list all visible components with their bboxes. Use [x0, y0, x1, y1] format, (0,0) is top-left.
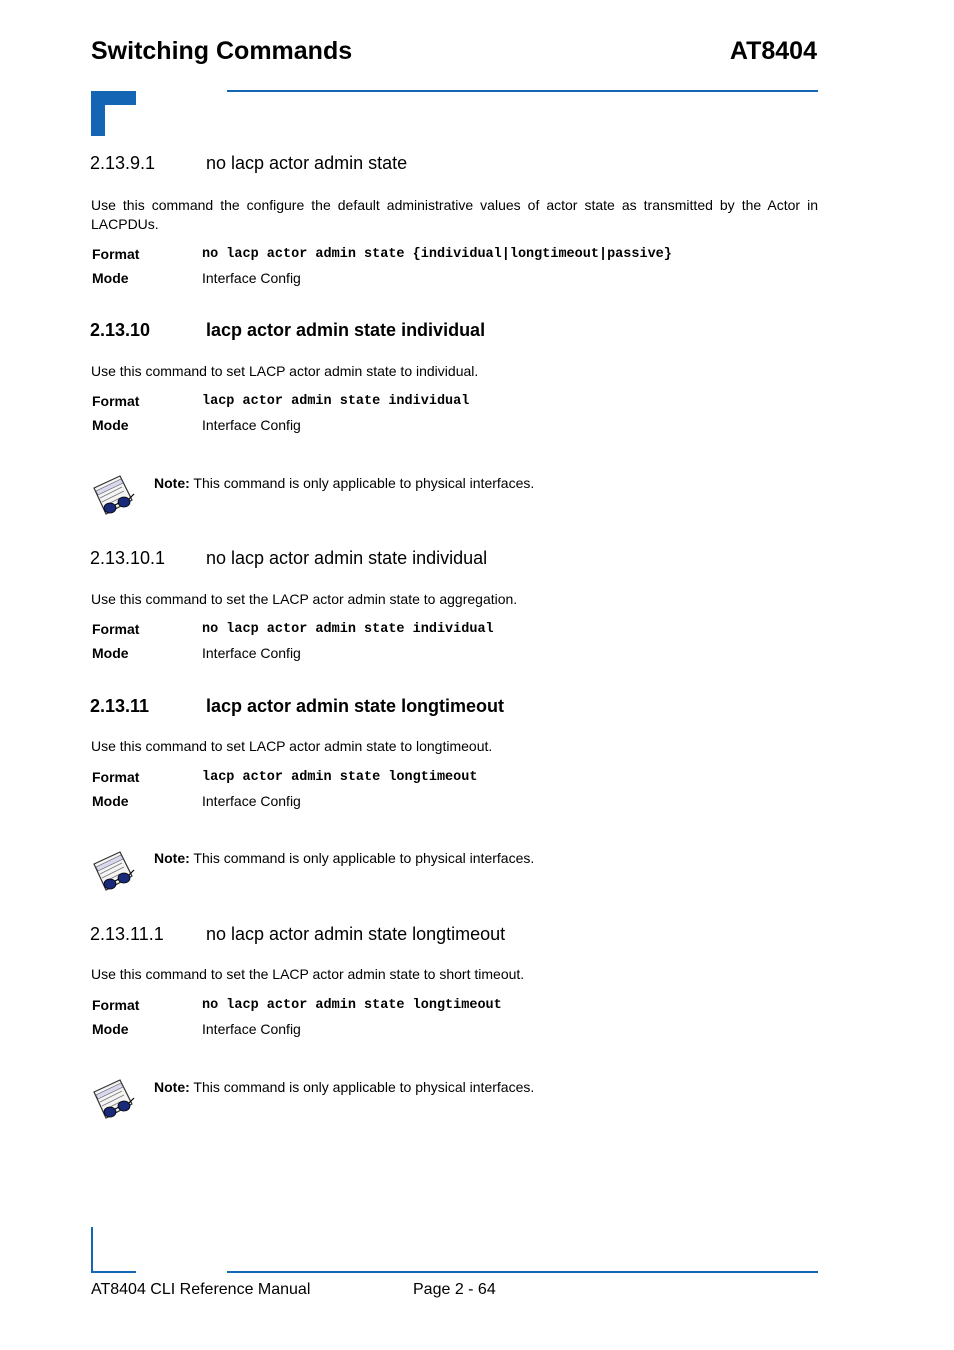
format-value: no lacp actor admin state individual	[202, 622, 494, 637]
note-label: Note:	[154, 475, 190, 491]
section-heading	[90, 320, 485, 341]
note-body: This command is only applicable to physical interfaces.	[189, 1079, 535, 1095]
section-title: no lacp actor admin state longtimeout	[206, 924, 506, 944]
section-number: 2.13.10	[90, 320, 151, 340]
mode-label: Mode	[92, 270, 129, 286]
section-title: lacp actor admin state longtimeout	[206, 696, 505, 716]
format-value: no lacp actor admin state longtimeout	[202, 998, 502, 1013]
mode-value: Interface Config	[202, 270, 301, 286]
mode-label: Mode	[92, 793, 129, 809]
footer-corner-vertical	[91, 1227, 93, 1273]
section-number: 2.13.9.1	[90, 153, 156, 173]
section-title: lacp actor admin state individual	[206, 320, 486, 340]
header-product: AT8404	[729, 37, 817, 65]
mode-label: Mode	[92, 417, 129, 433]
section-number: 2.13.11.1	[90, 924, 164, 944]
mode-label: Mode	[92, 645, 129, 661]
section-description: Use this command to set LACP actor admin state to longtimeout.	[91, 738, 493, 754]
section-title: no lacp actor admin state individual	[206, 548, 488, 568]
format-label: Format	[92, 393, 140, 409]
mode-label: Mode	[92, 1021, 129, 1037]
note-label: Note:	[154, 850, 190, 866]
section-number: 2.13.11	[90, 696, 150, 716]
section-heading	[90, 696, 504, 717]
corner-mark-horizontal	[91, 91, 136, 105]
section-title: no lacp actor admin state	[206, 153, 408, 173]
note-text	[154, 850, 534, 866]
footer-page-number: Page 2 - 64	[413, 1281, 496, 1298]
note-glasses-icon	[90, 1078, 136, 1122]
mode-value: Interface Config	[202, 417, 301, 433]
note-glasses-icon	[90, 850, 136, 894]
section-description: Use this command to set the LACP actor admin state to aggregation.	[91, 591, 518, 607]
format-value: no lacp actor admin state {individual|longtimeout|passive}	[202, 247, 672, 262]
note-text	[154, 475, 534, 491]
footer-corner-horizontal	[91, 1271, 136, 1273]
section-heading	[90, 153, 407, 174]
section-description: Use this command to set LACP actor admin state to individual.	[91, 363, 479, 379]
format-value: lacp actor admin state longtimeout	[202, 770, 478, 785]
header-rule	[227, 90, 818, 92]
format-label: Format	[92, 246, 140, 262]
section-description: Use this command to set the LACP actor admin state to short timeout.	[91, 966, 525, 982]
note-body: This command is only applicable to physical interfaces.	[189, 850, 535, 866]
footer-manual-title: AT8404 CLI Reference Manual	[91, 1281, 311, 1298]
note-text	[154, 1079, 534, 1095]
format-value: lacp actor admin state individual	[202, 394, 470, 409]
note-body: This command is only applicable to physical interfaces.	[189, 475, 535, 491]
section-heading	[90, 548, 487, 569]
note-label: Note:	[154, 1079, 190, 1095]
format-label: Format	[92, 621, 140, 637]
format-label: Format	[92, 997, 140, 1013]
mode-value: Interface Config	[202, 645, 301, 661]
footer-rule	[227, 1271, 818, 1273]
note-glasses-icon	[90, 474, 136, 518]
section-number: 2.13.10.1	[90, 548, 166, 568]
section-description: Use this command the configure the default administrative values of actor state as transmitted by the Actor in LACPDUs.	[91, 197, 818, 232]
format-label: Format	[92, 769, 140, 785]
mode-value: Interface Config	[202, 793, 301, 809]
section-heading	[90, 924, 505, 945]
mode-value: Interface Config	[202, 1021, 301, 1037]
header-title: Switching Commands	[91, 37, 353, 65]
